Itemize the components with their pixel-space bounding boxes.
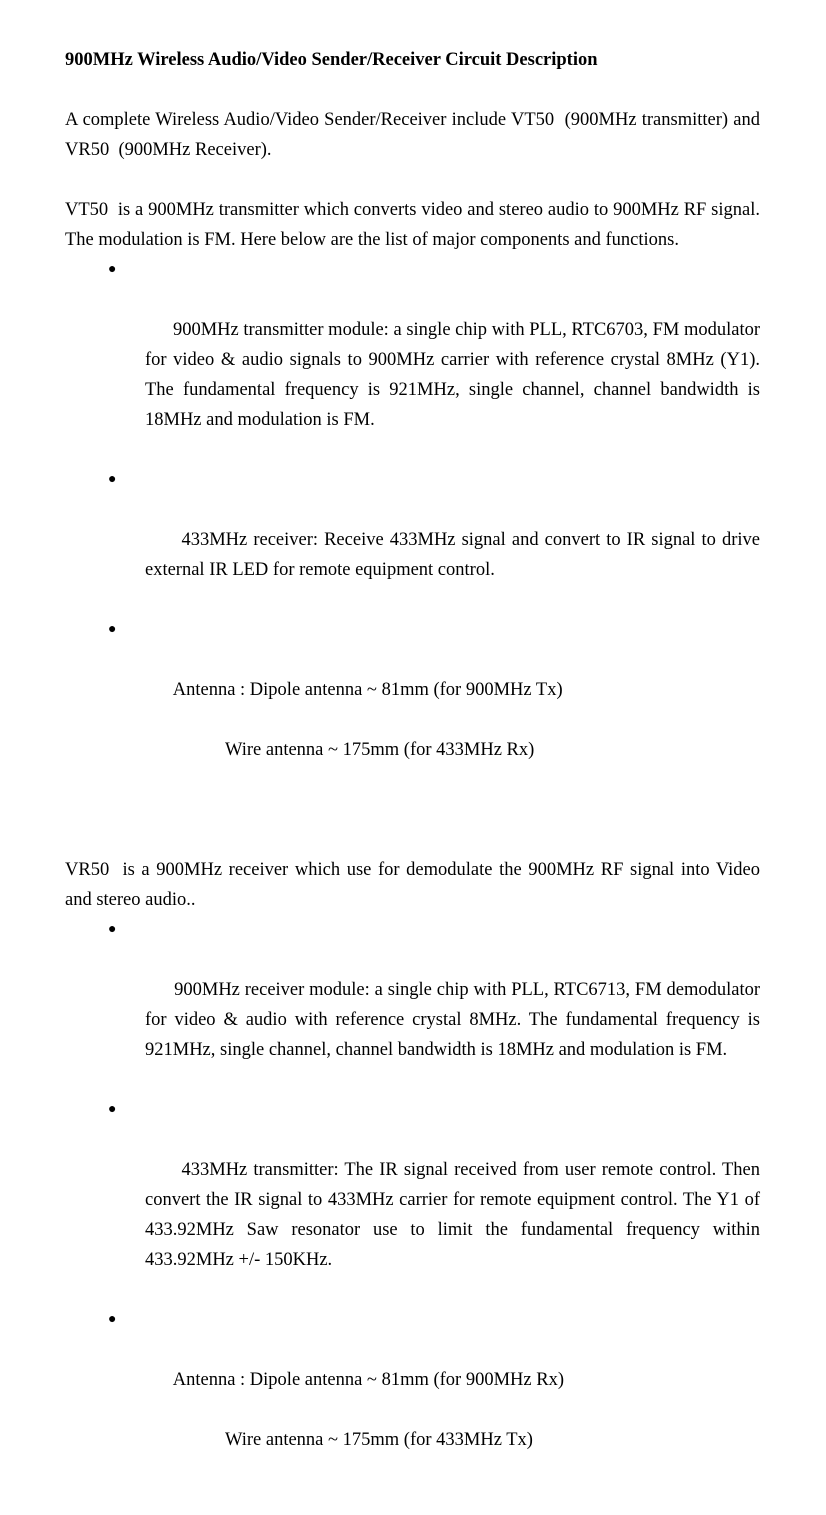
- list-item-vr50-receiver-module: [65, 915, 765, 1095]
- bullet-icon: ●: [108, 1102, 117, 1117]
- list-item-vr50-antenna: [65, 1305, 760, 1515]
- list-item-text: 900MHz transmitter module: a single chip with PLL, RTC6703, FM modulator for video & audio signals to 900MHz carrier with reference crystal 8MHz (Y1). The fundamental frequency is 921MHz, single channel, channel bandwidth is 18MHz and modulation is FM.: [145, 320, 765, 430]
- bullet-icon: ●: [108, 262, 117, 277]
- document-title: 900MHz Wireless Audio/Video Sender/Receiver Circuit Description: [65, 50, 598, 70]
- vt50-bullet-list: [65, 255, 765, 825]
- vr50-bullet-list: [65, 915, 765, 1515]
- vt50-lead-paragraph: VT50 is a 900MHz transmitter which converts video and stereo audio to 900MHz RF signal. The modulation is FM. Here below are the list of major components and functions.: [65, 200, 765, 250]
- bullet-icon: ●: [108, 1312, 117, 1327]
- list-item-vr50-433-transmitter: [65, 1095, 765, 1305]
- list-item-vt50-transmitter-module: [65, 255, 765, 465]
- list-item-text: Antenna : Dipole antenna ~ 81mm (for 900MHz Tx): [172, 680, 563, 700]
- bullet-icon: ●: [108, 622, 117, 637]
- list-item-text: 433MHz transmitter: The IR signal received from user remote control. Then convert the IR signal to 433MHz carrier for remote equipment control. The Y1 of 433.92MHz Saw resonator use to limit the fundamental frequency within 433.92MHz +/- 150KHz.: [145, 1160, 765, 1270]
- bullet-icon: ●: [108, 922, 117, 937]
- intro-paragraph: A complete Wireless Audio/Video Sender/Receiver include VT50 (900MHz transmitter) and VR50 (900MHz Receiver).: [65, 110, 765, 160]
- list-item-subline: Wire antenna ~ 175mm (for 433MHz Rx): [225, 740, 535, 760]
- list-item-vt50-antenna: [65, 615, 760, 825]
- list-item-text: Antenna : Dipole antenna ~ 81mm (for 900MHz Rx): [172, 1370, 564, 1390]
- list-item-text: 433MHz receiver: Receive 433MHz signal and convert to IR signal to drive external IR LED for remote equipment control.: [145, 530, 765, 580]
- bullet-icon: ●: [108, 472, 117, 487]
- list-item-subline: Wire antenna ~ 175mm (for 433MHz Tx): [225, 1430, 533, 1450]
- list-item-vt50-433-receiver: [65, 465, 765, 615]
- list-item-text: 900MHz receiver module: a single chip with PLL, RTC6713, FM demodulator for video & audio with reference crystal 8MHz. The fundamental frequency is 921MHz, single channel, channel bandwidth is 18MHz and modulation is FM.: [145, 980, 765, 1060]
- vr50-lead-paragraph: VR50 is a 900MHz receiver which use for demodulate the 900MHz RF signal into Video and stereo audio..: [65, 860, 765, 910]
